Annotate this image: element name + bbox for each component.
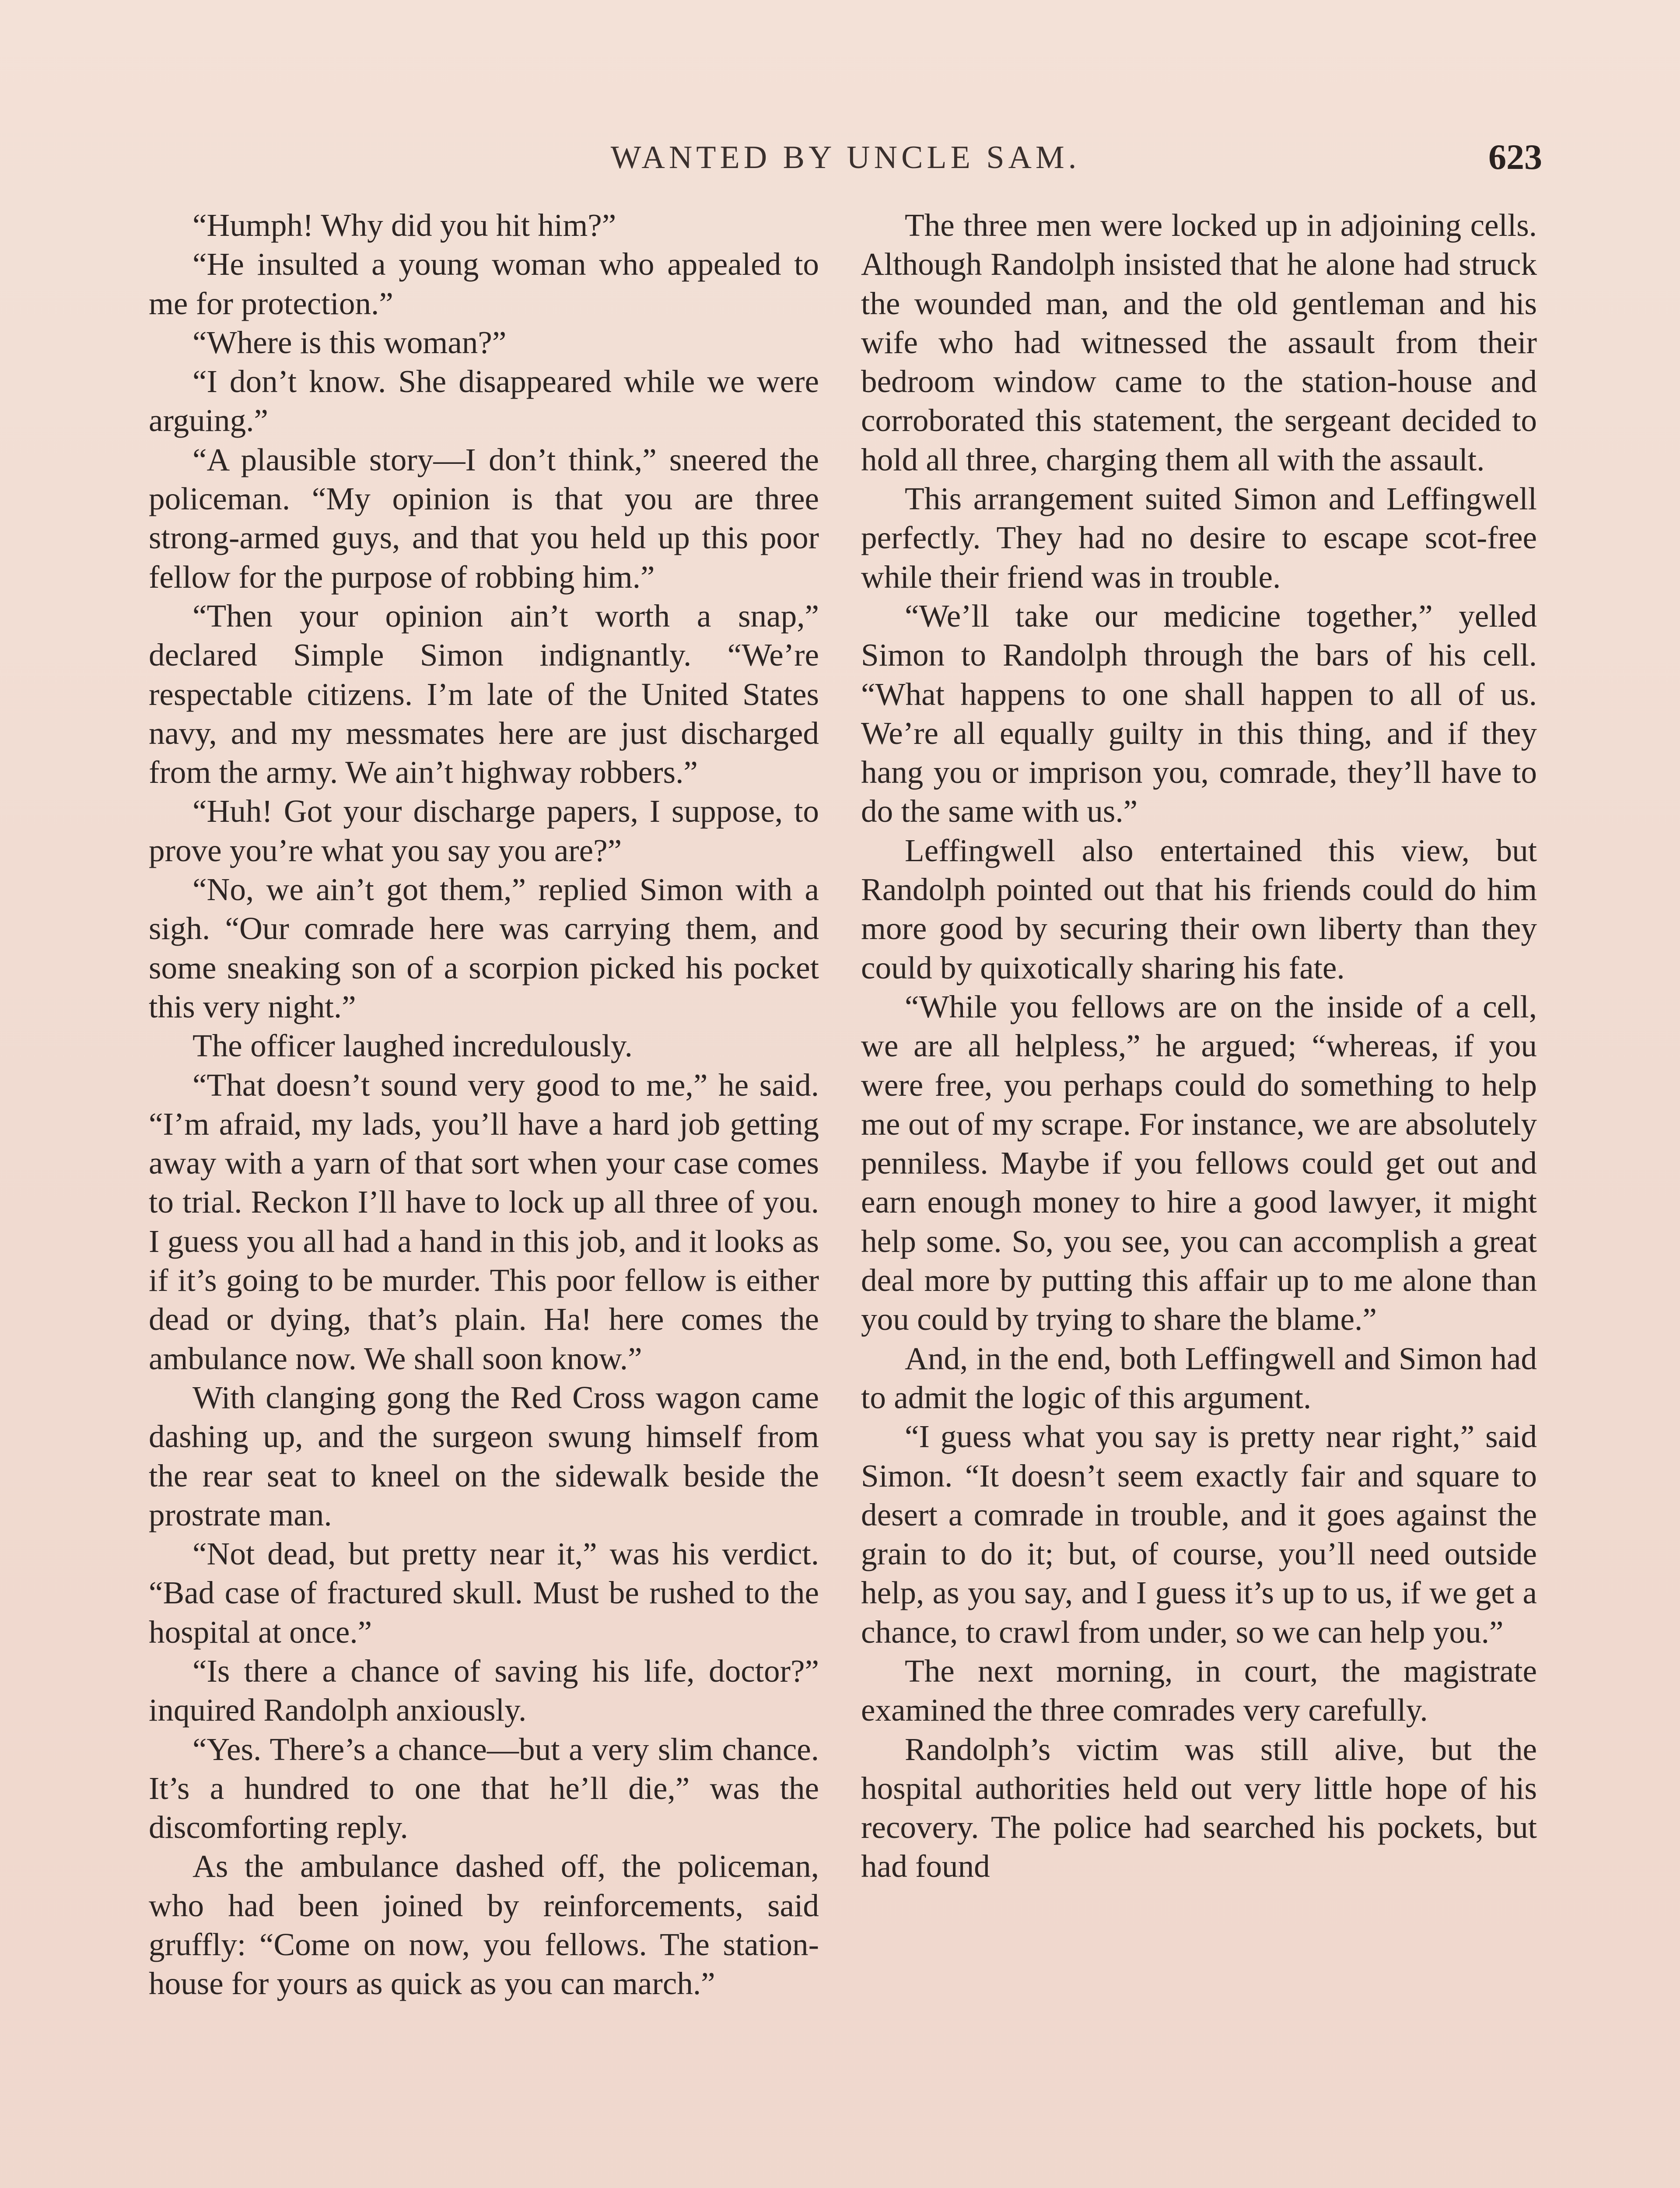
- paragraph: Randolph’s victim was still alive, but the hospital authorities held out very little hope of his recovery. The police had searched his pockets, but had found: [861, 1731, 1537, 1884]
- paragraph: “We’ll take our medicine together,” yelled Simon to Randolph through the bars of his cell. “What happens to one shall happen to all of us. We’re all equally guilty in this thing, and if they hang you or imprison you, comrade, they’ll have to do the same with us.”: [861, 598, 1537, 829]
- paragraph: “That doesn’t sound very good to me,” he said. “I’m afraid, my lads, you’ll have a hard job getting away with a yarn of that sort when your case comes to trial. Reckon I’ll have to lock up all three of you. I guess you all had a hand in this job, and it looks as if it’s going to be murder. This poor fellow is either dead or dying, that’s plain. Ha! here comes the ambulance now. We shall soon know.”: [149, 1067, 819, 1376]
- paragraph: “Is there a chance of saving his life, doctor?” inquired Randolph anxiously.: [149, 1653, 819, 1728]
- paragraph: “Huh! Got your discharge papers, I suppose, to prove you’re what you say you are?”: [149, 793, 819, 868]
- paragraph: “Humph! Why did you hit him?”: [192, 207, 616, 243]
- paragraph: And, in the end, both Leffingwell and Simon had to admit the logic of this argument.: [861, 1340, 1537, 1415]
- paragraph: “Yes. There’s a chance—but a very slim chance. It’s a hundred to one that he’ll die,” was the discomforting reply.: [149, 1731, 819, 1845]
- left-column: [149, 206, 819, 2003]
- paragraph: “A plausible story—I don’t think,” sneered the policeman. “My opinion is that you are three strong-armed guys, and that you held up this poor fellow for the purpose of robbing him.”: [149, 442, 819, 595]
- paragraph: “Where is this woman?”: [192, 324, 507, 360]
- right-column: [861, 206, 1537, 1886]
- page-number: 623: [1488, 137, 1542, 177]
- paragraph: With clanging gong the Red Cross wagon came dashing up, and the surgeon swung himself from the rear seat to kneel on the sidewalk beside the prostrate man.: [149, 1379, 819, 1532]
- paragraph: “No, we ain’t got them,” replied Simon with a sigh. “Our comrade here was carrying them, and some sneaking son of a scorpion picked his pocket this very night.”: [149, 872, 819, 1024]
- paragraph: As the ambulance dashed off, the policeman, who had been joined by reinforcements, said gruffly: “Come on now, you fellows. The station-house for yours as quick as you can march.”: [149, 1848, 819, 2002]
- paragraph: “He insulted a young woman who appealed to me for protection.”: [149, 246, 819, 321]
- paragraph: “I don’t know. She disappeared while we were arguing.”: [149, 364, 819, 438]
- paragraph: This arrangement suited Simon and Leffingwell perfectly. They had no desire to escape scot-free while their friend was in trouble.: [861, 481, 1537, 595]
- paragraph: “Not dead, but pretty near it,” was his verdict. “Bad case of fractured skull. Must be rushed to the hospital at once.”: [149, 1536, 819, 1650]
- running-head: WANTED BY UNCLE SAM.: [610, 140, 1081, 175]
- paragraph: Leffingwell also entertained this view, but Randolph pointed out that his friends could do him more good by securing their own liberty than they could by quixotically sharing his fate.: [861, 832, 1537, 985]
- paragraph: “I guess what you say is pretty near right,” said Simon. “It doesn’t seem exactly fair and square to desert a comrade in trouble, and it goes against the grain to do it; but, of course, you’ll need outside help, as you say, and I guess it’s up to us, if we get a chance, to crawl from under, so we can help you.”: [861, 1419, 1537, 1650]
- paragraph: The officer laughed incredulously.: [192, 1028, 633, 1064]
- paragraph: “While you fellows are on the inside of a cell, we are all helpless,” he argued; “whereas, if you were free, you perhaps could do something to help me out of my scrape. For instance, we are absolutely penniless. Maybe if you fellows could get out and earn enough money to hire a good lawyer, it might help some. So, you see, you can accomplish a great deal more by putting this affair up to me alone than you could by trying to share the blame.”: [861, 989, 1537, 1337]
- paragraph: The next morning, in court, the magistrate examined the three comrades very carefully.: [861, 1653, 1537, 1728]
- page-header: [149, 139, 1542, 187]
- paragraph: The three men were locked up in adjoining cells. Although Randolph insisted that he alone had struck the wounded man, and the old gentleman and his wife who had witnessed the assault from their bedroom window came to the station-house and corroborated this statement, the sergeant decided to hold all three, charging them all with the assault.: [861, 207, 1537, 477]
- paragraph: “Then your opinion ain’t worth a snap,” declared Simple Simon indignantly. “We’re respectable citizens. I’m late of the United States navy, and my messmates here are just discharged from the army. We ain’t highway robbers.”: [149, 598, 819, 790]
